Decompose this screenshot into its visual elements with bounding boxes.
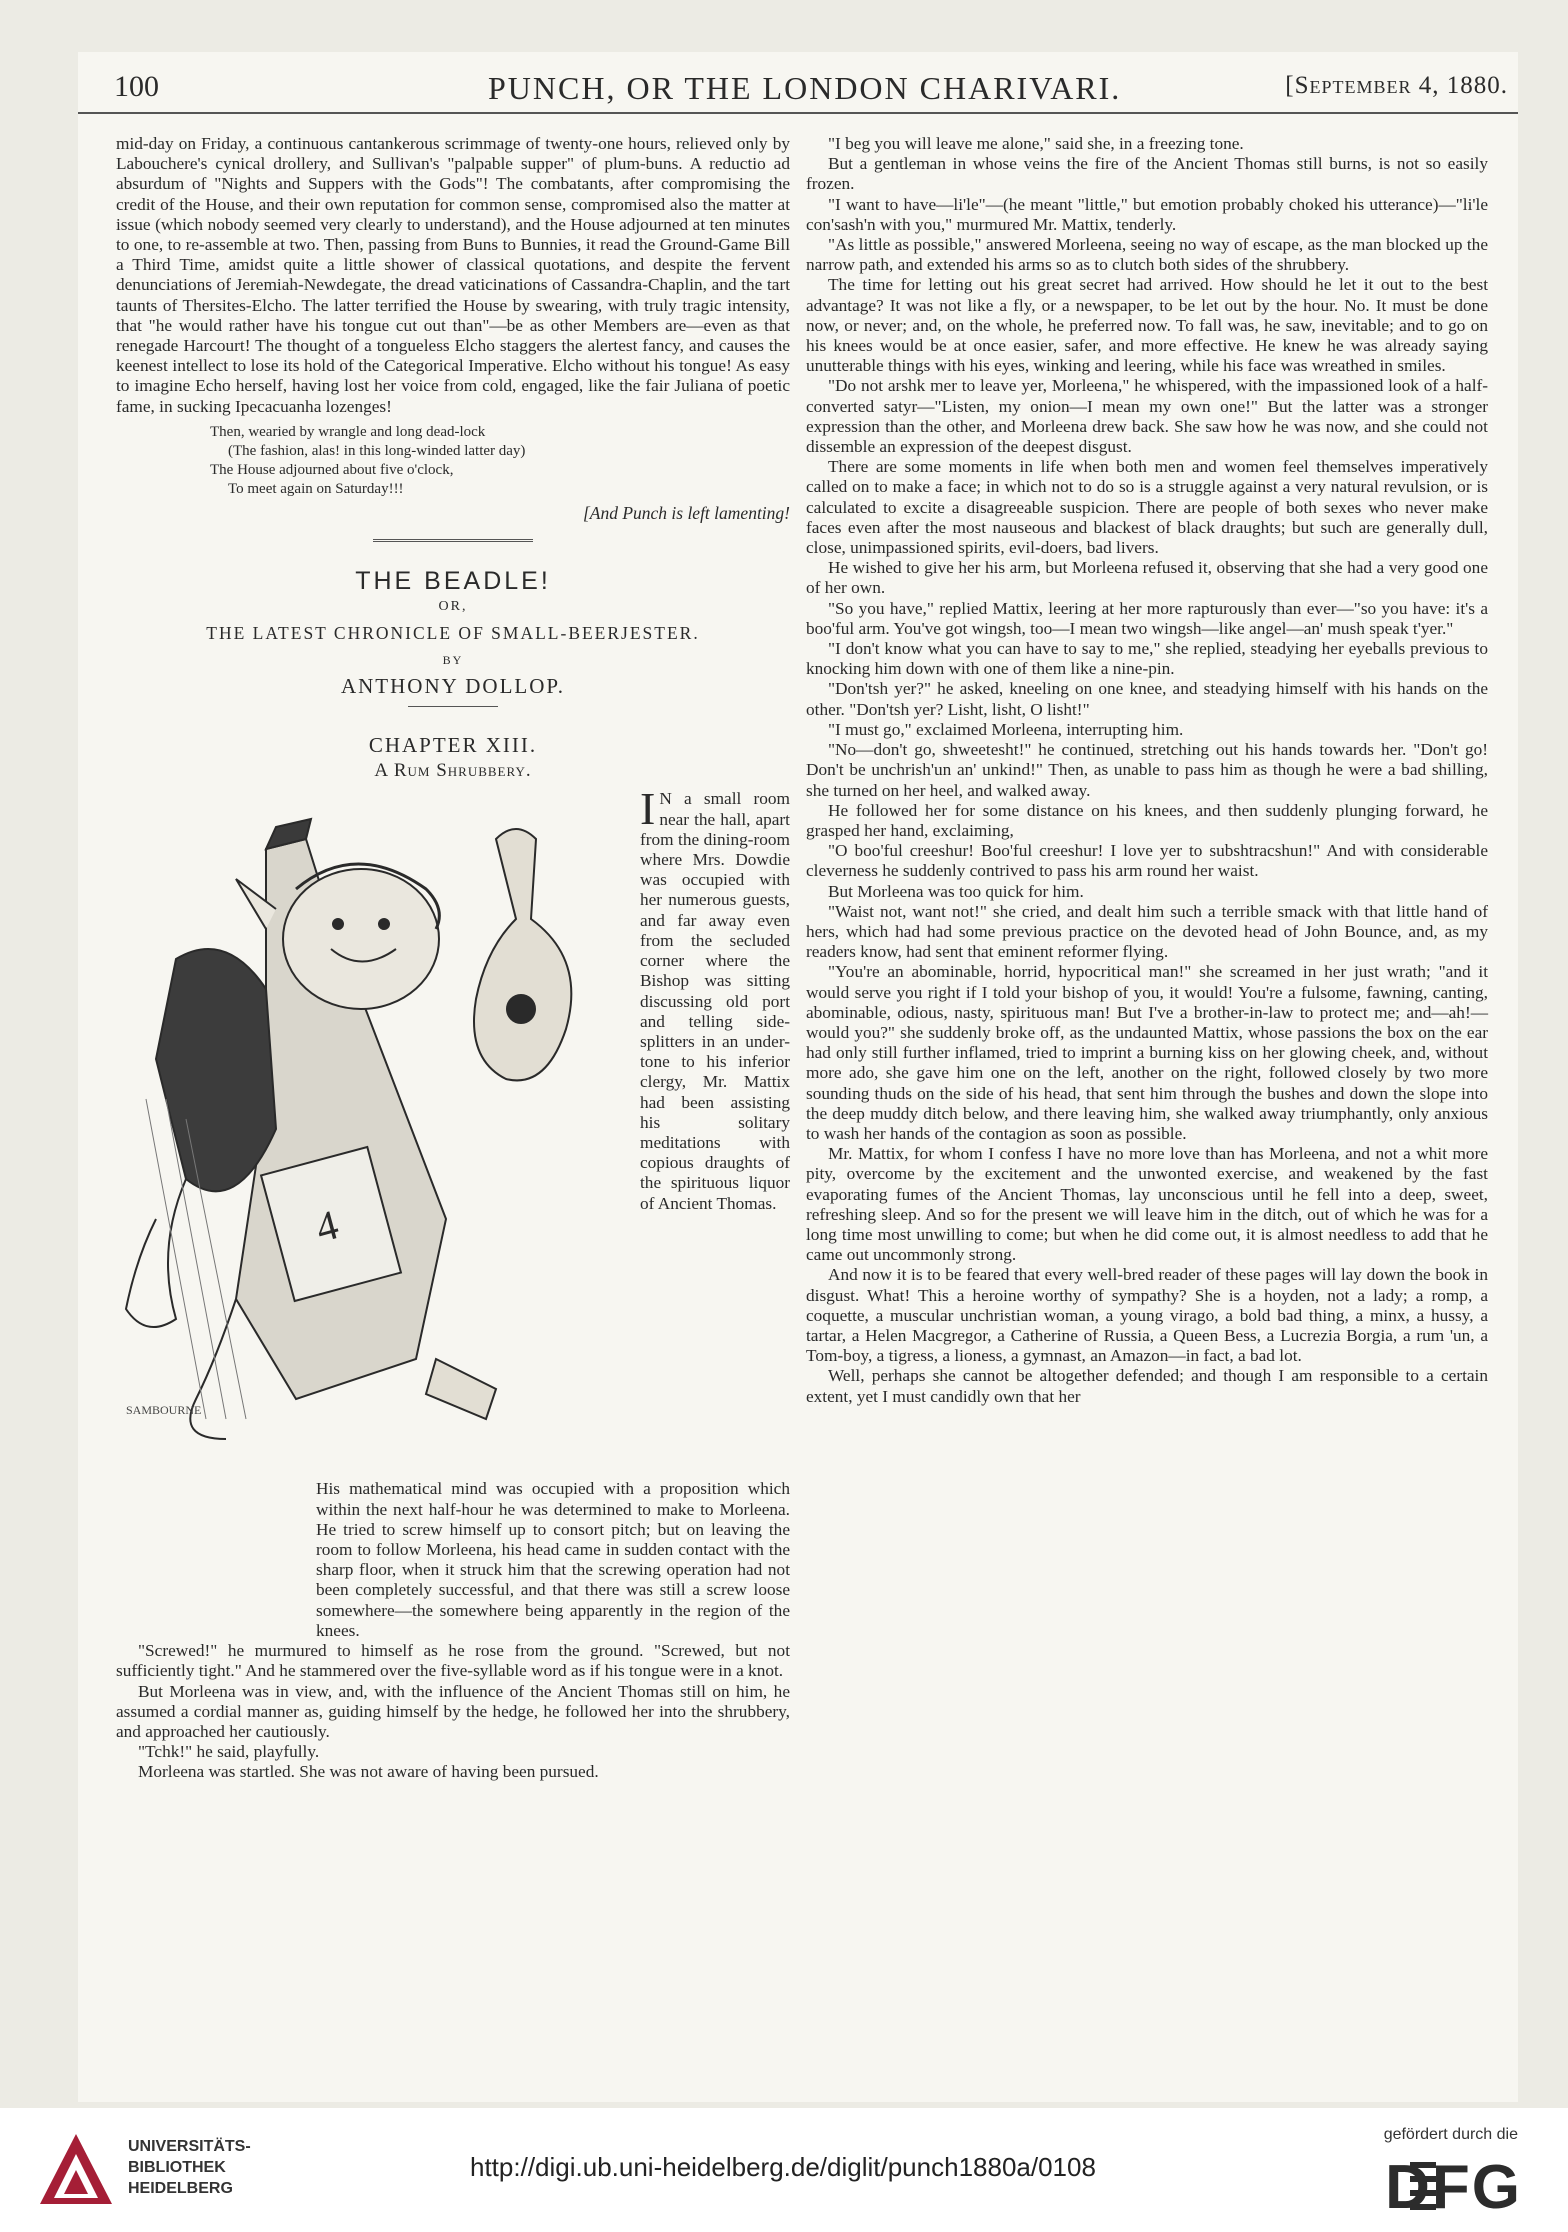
parliament-paragraph: mid-day on Friday, a continuous cantankerous scrimmage of twenty-one hours, relieved only by Labouchere's cynical drollery, and Sullivan's "palpable supper" of plum-buns. A reductio ad absurdum of "Nights and Suppers with the Gods"! The combatants, after compromising the credit of the House, and their own reputation for common sense, compromised also the matter at issue (which nobody seemed very clearly to understand), and the House adjourned at ten minutes to one, to re-assemble at two. Then, passing from Buns to Bunnies, it read the Ground-Game Bill a Third Time, amidst quite a little shower of classical quotations, and despite the fervent denunciations of Jeremiah-Newdegate, the dread vaticinations of Cassandra-Chaplin, and the tart taunts of Thersites-Elcho. The latter terrified the House by swearing, with truly tragic intensity, that "he would rather have his tongue cut out than"—be as other Members are—even as that renegade Harcourt! The thought of a tongueless Elcho staggers the alertest fancy, and causes the keenest intellect to lose its hold of the Categorical Imperative. Elcho without his tongue! As easy to imagine Echo herself, having lost her voice from cold, engaged, like the fair Juliana of poetic fame, in sucking Ipecacuanha lozenges!: [116, 134, 790, 416]
serial-title: THE BEADLE!: [355, 567, 551, 596]
paragraph: And now it is to be feared that every well-bred reader of these pages will lay down the book in disgust. What! This a heroine worthy of sympathy? She is a hoyden, not a lady; a romp, a coquette, a muscular unchristian woman, a young virago, a bold bad thing, a minx, a hussy, a tartar, a Helen Macgregor, a Catherine of Russia, a Queen Bess, a Lucrezia Borgia, a rum 'un, a Tom-boy, a tigress, a lioness, a gymnast, an Amazon—in fact, a bad lot.: [806, 1265, 1488, 1366]
paragraph: "I want to have—li'le"—(he meant "little," but emotion probably choked his utterance)—"li'le con'sash'n with you," murmured Mr. Mattix, tenderly.: [806, 194, 1488, 234]
verse-line: To meet again on Saturday!!!: [228, 480, 404, 497]
wrapped-text: [640, 783, 790, 1213]
illustration-area: [116, 783, 790, 1479]
serial-subtitle: THE LATEST CHRONICLE OF SMALL-BEERJESTER.: [206, 623, 700, 644]
chapter-heading: CHAPTER XIII.: [368, 733, 538, 758]
left-column: [116, 134, 790, 1783]
paragraph: "No—don't go, shweetesht!" he continued, stretching out his hands towards her. "Don't go! Don't be unchrish'un an' unkind!" Then, as unable to pass him as though he were a bad shilling, she turned on her heel, and walked away.: [806, 740, 1488, 800]
library-name-line: UNIVERSITÄTS-: [128, 2138, 251, 2155]
library-name-line: HEIDELBERG: [128, 2180, 233, 2197]
artist-signature: SAMBOURNE: [126, 1403, 202, 1418]
university-library-logo-icon: [36, 2130, 116, 2208]
verse-line: Then, wearied by wrangle and long dead-lock: [210, 423, 486, 440]
library-name: [128, 2136, 251, 2199]
paragraph: "I must go," exclaimed Morleena, interrupting him.: [828, 719, 1184, 739]
permalink[interactable]: http://digi.ub.uni-heidelberg.de/diglit/punch1880a/0108: [470, 2152, 1096, 2182]
serial-or: OR,: [438, 599, 468, 615]
paragraph: Morleena was startled. She was not aware of having been pursued.: [138, 1762, 599, 1782]
paragraph: He wished to give her his arm, but Morleena refused it, observing that she had a very good one of her own.: [806, 558, 1488, 598]
running-title: PUNCH, OR THE LONDON CHARIVARI.: [488, 70, 1122, 106]
signoff: [And Punch is left lamenting!: [582, 502, 790, 523]
page-number: 100: [114, 70, 159, 103]
paragraph: Mr. Mattix, for whom I confess I have no more love than has Morleena, and not a whit more pity, overcome by the excitement and the unwonted exercise, and weakened by the fast evaporating fumes of the Ancient Thomas, lay unconscious until he fell into a deep, sweet, refreshing sleep. And so for the present we will leave him in the ditch, out of which he was for a long time most unwilling to come; but when he did come out, it is almost needless to add that he came out uncommonly strong.: [806, 1144, 1488, 1265]
svg-text:4: 4: [311, 1202, 344, 1253]
paragraph: "So you have," replied Mattix, leering at her more rapturously than ever—"so you have: it's a boo'ful arm. You've got wingsh, too—I mean two wingsh—like angel—an' mush speak t'yer.": [806, 598, 1488, 638]
paragraph: "You're an abominable, horrid, hypocritical man!" she screamed in her just wrath; "and it would serve you right if I told your bishop of you, it would! You're a fulsome, fawning, canting, abominable, odious, nasty, spirituous man! But I've a brother-in-law to protect me; and—ah!—would you?" she suddenly broke off, as the undaunted Mattix, whose passions the box on the ear had only still further inflamed, tried to imprint a burning kiss on her glowing cheek, and, without more ado, she gave him one on the left, another on the right, followed closely by two more sounding thuds on the side of his head, that sent him through the bushes and down the slope into the deep muddy ditch below, and there leaving him, she walked away triumphantly, only anxious to wash her hands of the contagion as soon as possible.: [806, 962, 1488, 1143]
verse-line: (The fashion, alas! in this long-winded latter day): [228, 442, 526, 459]
issue-date: [September 4, 1880.: [1285, 72, 1508, 99]
title-rule: [408, 706, 498, 707]
verse: [210, 423, 790, 499]
paragraph: "As little as possible," answered Morleena, seeing no way of escape, as the man blocked up the narrow path, and extended his arms so as to clutch both sides of the shrubbery.: [806, 235, 1488, 275]
paragraph: But a gentleman in whose veins the fire of the Ancient Thomas still burns, is not so easily frozen.: [806, 154, 1488, 194]
opening-paragraph: N a small room near the hall, apart from the dining-room where Mrs. Dowdie was occupied with her numerous guests, and far away even from the secluded corner where the Bishop was sitting discussing old port and telling side-splitters in an under-tone to his inferior clergy, Mr. Mattix had been assisting his solitary meditations with copious draughts of the spirituous liquor of Ancient Thomas.: [640, 789, 790, 1213]
paragraph: "Screwed!" he murmured to himself as he rose from the ground. "Screwed, but not sufficiently tight." And he stammered over the five-syllable word as if his tongue were in a knot.: [116, 1641, 790, 1681]
library-name-line: BIBLIOTHEK: [128, 2159, 226, 2176]
running-header: [78, 70, 1518, 114]
dfg-logo: DFG: [1385, 2153, 1522, 2222]
funding-note: gefördert durch die: [1383, 2126, 1518, 2143]
cartoon-illustration: [116, 799, 636, 1459]
paragraph: "Don'tsh yer?" he asked, kneeling on one knee, and steadying himself with his hands on the other. "Don'tsh yer? Lisht, lisht, O lisht!": [806, 679, 1488, 719]
section-divider: [373, 539, 533, 545]
paragraph: His mathematical mind was occupied with a proposition which within the next half-hour he was determined to make to Morleena. He tried to screw himself up to consort pitch; but on leaving the room to follow Morleena, his head came in sudden contact with the sharp floor, when it struck him that the screwing operation had not been completely successful, and that there was still a screw loose somewhere—the somewhere being apparently in the region of the knees.: [316, 1479, 790, 1640]
paragraph: "I don't know what you can have to say to me," she replied, steadying her eyeballs previous to knocking him down with one of them like a nine-pin.: [806, 639, 1488, 679]
paragraph: "O boo'ful creeshur! Boo'ful creeshur! I love yer to subshtracshun!" And with considerable cleverness he suddenly contrived to pass his arm round her waist.: [806, 841, 1488, 881]
paragraph: "Do not arshk mer to leave yer, Morleena," he whispered, with the impassioned look of a half-converted satyr—"Listen, my onion—I mean my own one!" But the latter was a stronger expression than the other, and Morleena drew back. She saw how he was now, and she could not dissemble an expression of the deepest disgust.: [806, 376, 1488, 457]
paragraph: "Waist not, want not!" she cried, and dealt him such a terrible smack with that little hand of hers, which had had some previous practice on the devoted head of John Bounce, and, as my readers know, had sent that eminent reformer flying.: [806, 901, 1488, 962]
chapter-title: A Rum Shrubbery.: [374, 760, 532, 782]
drop-cap: I: [640, 783, 656, 835]
paragraph: There are some moments in life when both men and women feel themselves imperatively called on to make a face; in which not to do so is a struggle against a very natural revulsion, or is calculated to excite a disagreeable suspicion. There are people of both sexes who never make faces even after the most nauseous and blackest of black draughts; but such are generally dull, close, unimpassioned spirits, evil-doers, bad livers.: [806, 457, 1488, 558]
paragraph: The time for letting out his great secret had arrived. How should he let it out to the best advantage? It was not like a fly, or a newspaper, to be let out by the hour. No. It must be done now, or never; and, on the whole, he preferred now. To fall was, he saw, inevitable; and to go on his knees would be at once easier, safer, and more effective. He knew he was already saying unutterable things with his eyes, winking and leering, while his face was wreathed in smiles.: [806, 275, 1488, 376]
serial-title-block: [116, 567, 790, 782]
paragraph: "I beg you will leave me alone," said she, in a freezing tone.: [828, 134, 1244, 153]
paragraph: Well, perhaps she cannot be altogether defended; and though I am responsible to a certain extent, yet I must candidly own that her: [806, 1366, 1488, 1406]
paragraph: But Morleena was too quick for him.: [828, 881, 1084, 901]
serial-author: ANTHONY DOLLOP.: [340, 673, 566, 698]
paragraph: He followed her for some distance on his knees, and then suddenly plunging forward, he grasped her hand, exclaiming,: [806, 800, 1488, 840]
chapter-continuation: [116, 1479, 790, 1782]
serial-by: BY: [442, 652, 464, 667]
paragraph: "Tchk!" he said, playfully.: [138, 1742, 320, 1762]
paragraph: But Morleena was in view, and, with the influence of the Ancient Thomas still on him, he assumed a cordial manner as, guiding himself by the hedge, he followed her into the shrubbery, and approached her cautiously.: [116, 1681, 790, 1741]
verse-line: The House adjourned about five o'clock,: [210, 461, 454, 478]
right-column: [806, 134, 1488, 1407]
